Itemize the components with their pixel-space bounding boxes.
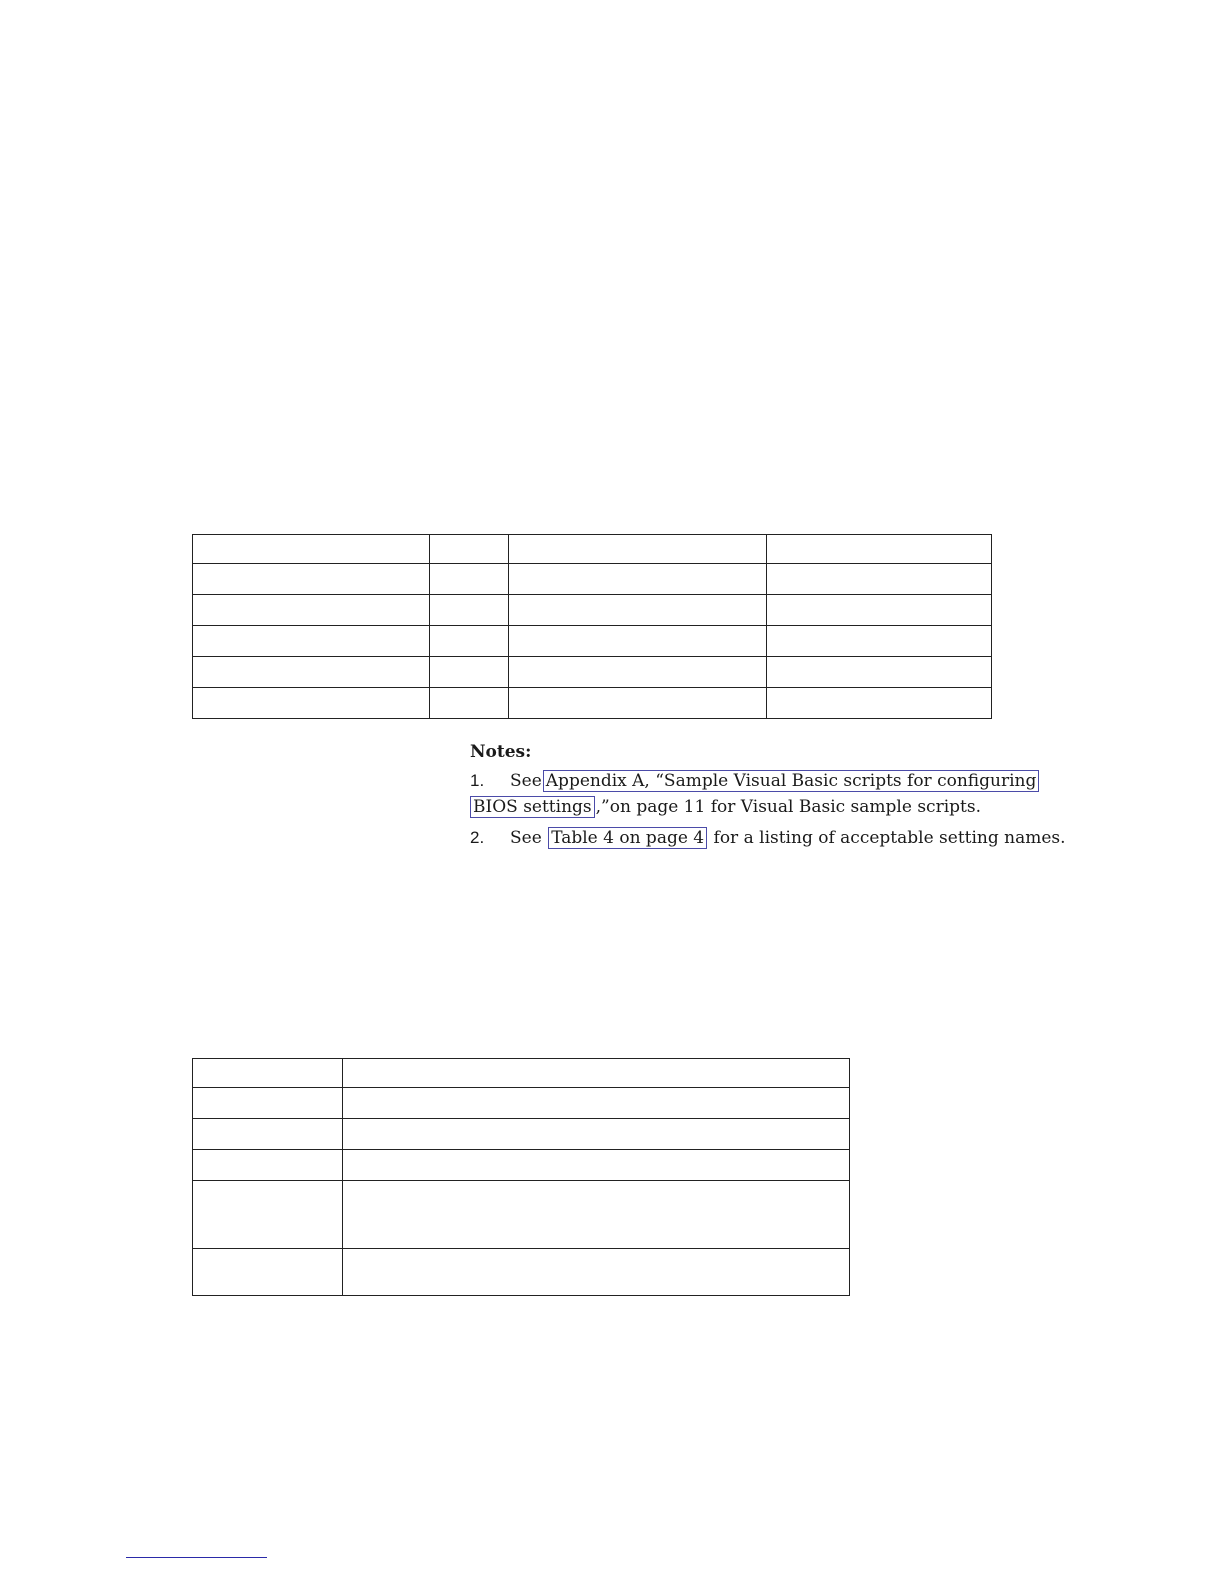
table-row	[193, 564, 992, 595]
note-suffix: for a listing of acceptable setting names.	[713, 828, 1066, 848]
table-row	[193, 657, 992, 688]
table-row	[193, 1088, 850, 1119]
footnote-separator	[126, 1557, 267, 1558]
note-prefix: See	[510, 771, 542, 791]
note-item-1-continued	[470, 794, 1070, 820]
table-row	[193, 1150, 850, 1181]
notes-heading: Notes:	[470, 742, 532, 762]
note-number: 2.	[470, 828, 485, 847]
note-prefix: See	[510, 828, 542, 848]
note-item-2	[470, 825, 1070, 851]
table-row	[193, 1119, 850, 1150]
table-row	[193, 535, 992, 564]
setting-names-table	[192, 1058, 850, 1296]
bios-settings-link[interactable]: BIOS settings	[470, 796, 595, 818]
table-row	[193, 1059, 850, 1088]
appendix-a-link[interactable]: Appendix A, “Sample Visual Basic scripts for configuring	[543, 770, 1040, 792]
note-suffix: ,”on page 11 for Visual Basic sample scripts.	[595, 797, 981, 817]
settings-table	[192, 534, 992, 719]
table-row	[193, 1249, 850, 1296]
notes-section	[470, 739, 1070, 851]
note-item-1	[470, 768, 1070, 794]
table-row	[193, 626, 992, 657]
table-row	[193, 688, 992, 719]
table-row	[193, 595, 992, 626]
table-row	[193, 1181, 850, 1249]
note-number: 1.	[470, 771, 485, 790]
table-4-link[interactable]: Table 4 on page 4	[548, 827, 707, 849]
